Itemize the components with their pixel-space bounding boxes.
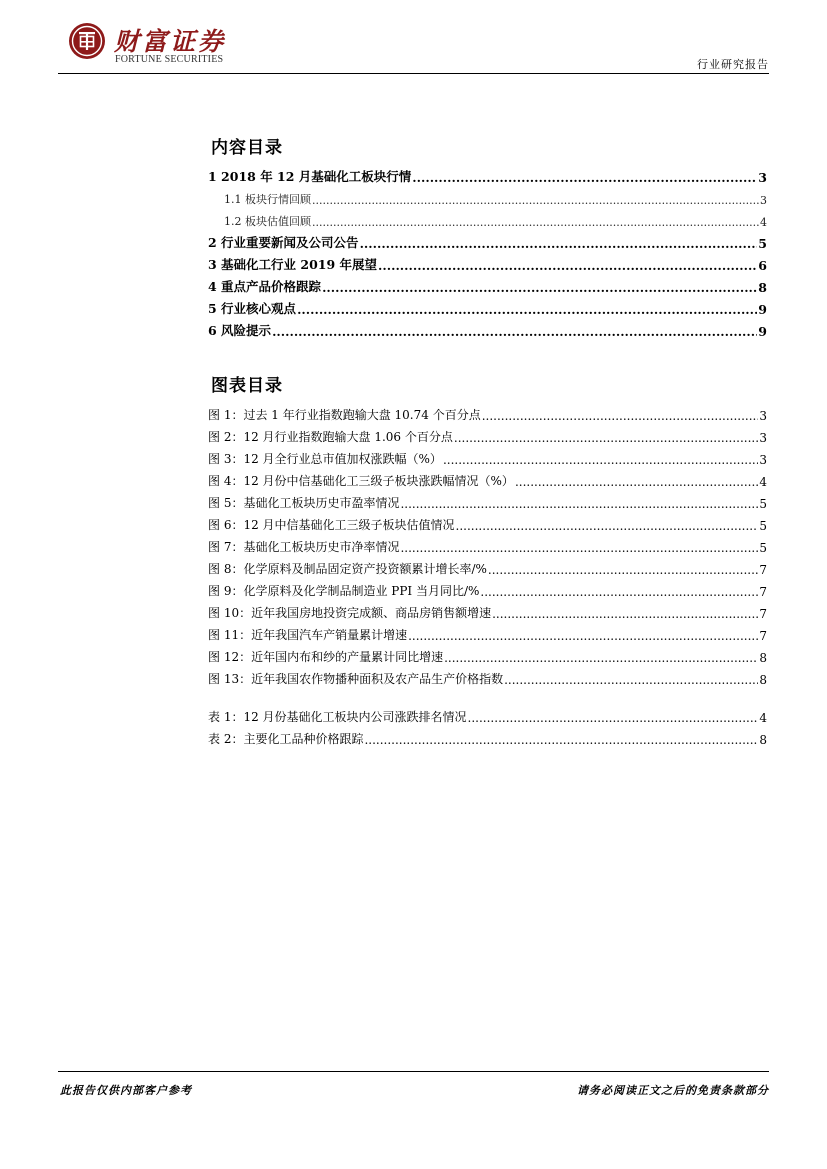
figure-entry-text: 图 10：近年我国房地投资完成额、商品房销售额增速: [208, 606, 492, 620]
footer-divider: [58, 1071, 769, 1072]
figure-entry-text: 图 12：近年国内布和纱的产量累计同比增速: [208, 650, 444, 664]
figure-entry-page: 7: [759, 585, 767, 599]
brand-name-cn: 财富证券: [114, 27, 227, 56]
toc-entry[interactable]: [208, 317, 767, 339]
leader-dots: [312, 194, 759, 207]
leader-dots: [297, 302, 757, 317]
header-divider: [58, 73, 769, 74]
toc-entry-page: 4: [760, 216, 767, 229]
leader-dots: [400, 497, 758, 511]
figure-entry-page: 5: [759, 497, 767, 511]
leader-dots: [492, 607, 758, 621]
figure-entry[interactable]: [208, 599, 767, 621]
toc-entry-text: 5 行业核心观点: [208, 301, 297, 316]
brand-name-en: FORTUNE SECURITIES: [115, 54, 224, 65]
leader-dots: [504, 673, 758, 687]
toc-entry-page: 9: [758, 324, 767, 339]
toc-entry[interactable]: [208, 251, 767, 273]
figure-entry[interactable]: [208, 467, 767, 489]
toc-entry-text: 1.1 板块行情回顾: [224, 193, 311, 206]
toc-entry[interactable]: [208, 229, 767, 251]
toc-entry-page: 3: [758, 170, 767, 185]
figure-entry[interactable]: [208, 533, 767, 555]
figure-entry[interactable]: [208, 489, 767, 511]
table-entry[interactable]: [208, 703, 767, 725]
table-entry-page: 4: [759, 711, 767, 725]
table-entry-text: 表 1：12 月份基础化工板块内公司涨跌排名情况: [208, 710, 467, 724]
figure-entry-text: 图 13：近年我国农作物播种面积及农产品生产价格指数: [208, 672, 504, 686]
toc-entry[interactable]: [208, 185, 767, 207]
figure-entry-page: 5: [759, 519, 767, 533]
figure-entry-text: 图 9：化学原料及化学制品制造业 PPI 当月同比/%: [208, 584, 480, 598]
fortune-seal-icon: [68, 22, 106, 60]
figure-entry-text: 图 6：12 月中信基础化工三级子板块估值情况: [208, 518, 455, 532]
toc-entry-text: 6 风险提示: [208, 323, 272, 338]
figure-entry-page: 7: [759, 629, 767, 643]
footer-disclaimer-left: 此报告仅供内部客户参考: [60, 1084, 192, 1097]
figure-entry-page: 3: [759, 431, 767, 445]
figure-entry[interactable]: [208, 665, 767, 687]
contents-title: 内容目录: [211, 138, 283, 158]
figure-entry-text: 图 8：化学原料及制品固定资产投资额累计增长率/%: [208, 562, 487, 576]
figure-entry-text: 图 11：近年我国汽车产销量累计增速: [208, 628, 408, 642]
figure-entry-text: 图 1：过去 1 年行业指数跑输大盘 10.74 个百分点: [208, 408, 481, 422]
leader-dots: [515, 475, 758, 489]
toc-entry-page: 3: [760, 194, 767, 207]
figure-entry[interactable]: [208, 577, 767, 599]
footer-disclaimer-right: 请务必阅读正文之后的免责条款部分: [577, 1084, 769, 1097]
figure-entry[interactable]: [208, 643, 767, 665]
figure-entry[interactable]: [208, 555, 767, 577]
table-entry[interactable]: [208, 725, 767, 747]
toc-entry-page: 8: [758, 280, 767, 295]
toc-entry-text: 1 2018 年 12 月基础化工板块行情: [208, 169, 412, 184]
table-entry-text: 表 2：主要化工品种价格跟踪: [208, 732, 364, 746]
leader-dots: [272, 324, 757, 339]
leader-dots: [322, 280, 757, 295]
page-header: [0, 0, 827, 78]
figure-entry-page: 3: [759, 409, 767, 423]
toc-entry-text: 3 基础化工行业 2019 年展望: [208, 257, 378, 272]
leader-dots: [378, 258, 757, 273]
figure-entry[interactable]: [208, 401, 767, 423]
toc-entry-text: 4 重点产品价格跟踪: [208, 279, 322, 294]
figure-entry-text: 图 4：12 月份中信基础化工三级子板块涨跌幅情况（%）: [208, 474, 514, 488]
toc-entry[interactable]: [208, 163, 767, 185]
leader-dots: [468, 711, 759, 725]
figure-entry-page: 7: [759, 607, 767, 621]
leader-dots: [364, 733, 758, 747]
table-entry-page: 8: [759, 733, 767, 747]
leader-dots: [480, 585, 758, 599]
figure-entry-text: 图 2：12 月行业指数跑输大盘 1.06 个百分点: [208, 430, 453, 444]
figures-title: 图表目录: [211, 376, 283, 396]
toc-entry[interactable]: [208, 207, 767, 229]
leader-dots: [456, 519, 759, 533]
figure-entry-page: 4: [759, 475, 767, 489]
leader-dots: [412, 170, 757, 185]
leader-dots: [360, 236, 758, 251]
figure-entry-text: 图 5：基础化工板块历史市盈率情况: [208, 496, 400, 510]
toc-entry[interactable]: [208, 273, 767, 295]
figure-entry-text: 图 3：12 月全行业总市值加权涨跌幅（%）: [208, 452, 442, 466]
figure-entry-page: 3: [759, 453, 767, 467]
figure-entry-page: 5: [759, 541, 767, 555]
report-type-label: 行业研究报告: [697, 58, 769, 71]
leader-dots: [488, 563, 758, 577]
toc-entry-text: 1.2 板块估值回顾: [224, 215, 311, 228]
toc-entry[interactable]: [208, 295, 767, 317]
leader-dots: [408, 629, 758, 643]
leader-dots: [443, 453, 758, 467]
leader-dots: [482, 409, 759, 423]
leader-dots: [400, 541, 758, 555]
figure-entry[interactable]: [208, 445, 767, 467]
figure-entry[interactable]: [208, 621, 767, 643]
leader-dots: [444, 651, 758, 665]
figure-entry[interactable]: [208, 423, 767, 445]
figure-entry-page: 8: [759, 651, 767, 665]
leader-dots: [312, 216, 759, 229]
figure-entry-page: 8: [759, 673, 767, 687]
toc-entry-page: 6: [758, 258, 767, 273]
figure-entry-text: 图 7：基础化工板块历史市净率情况: [208, 540, 400, 554]
figure-entry-page: 7: [759, 563, 767, 577]
toc-entry-page: 9: [758, 302, 767, 317]
figure-entry[interactable]: [208, 511, 767, 533]
toc-entry-text: 2 行业重要新闻及公司公告: [208, 235, 359, 250]
toc-entry-page: 5: [758, 236, 767, 251]
leader-dots: [454, 431, 758, 445]
